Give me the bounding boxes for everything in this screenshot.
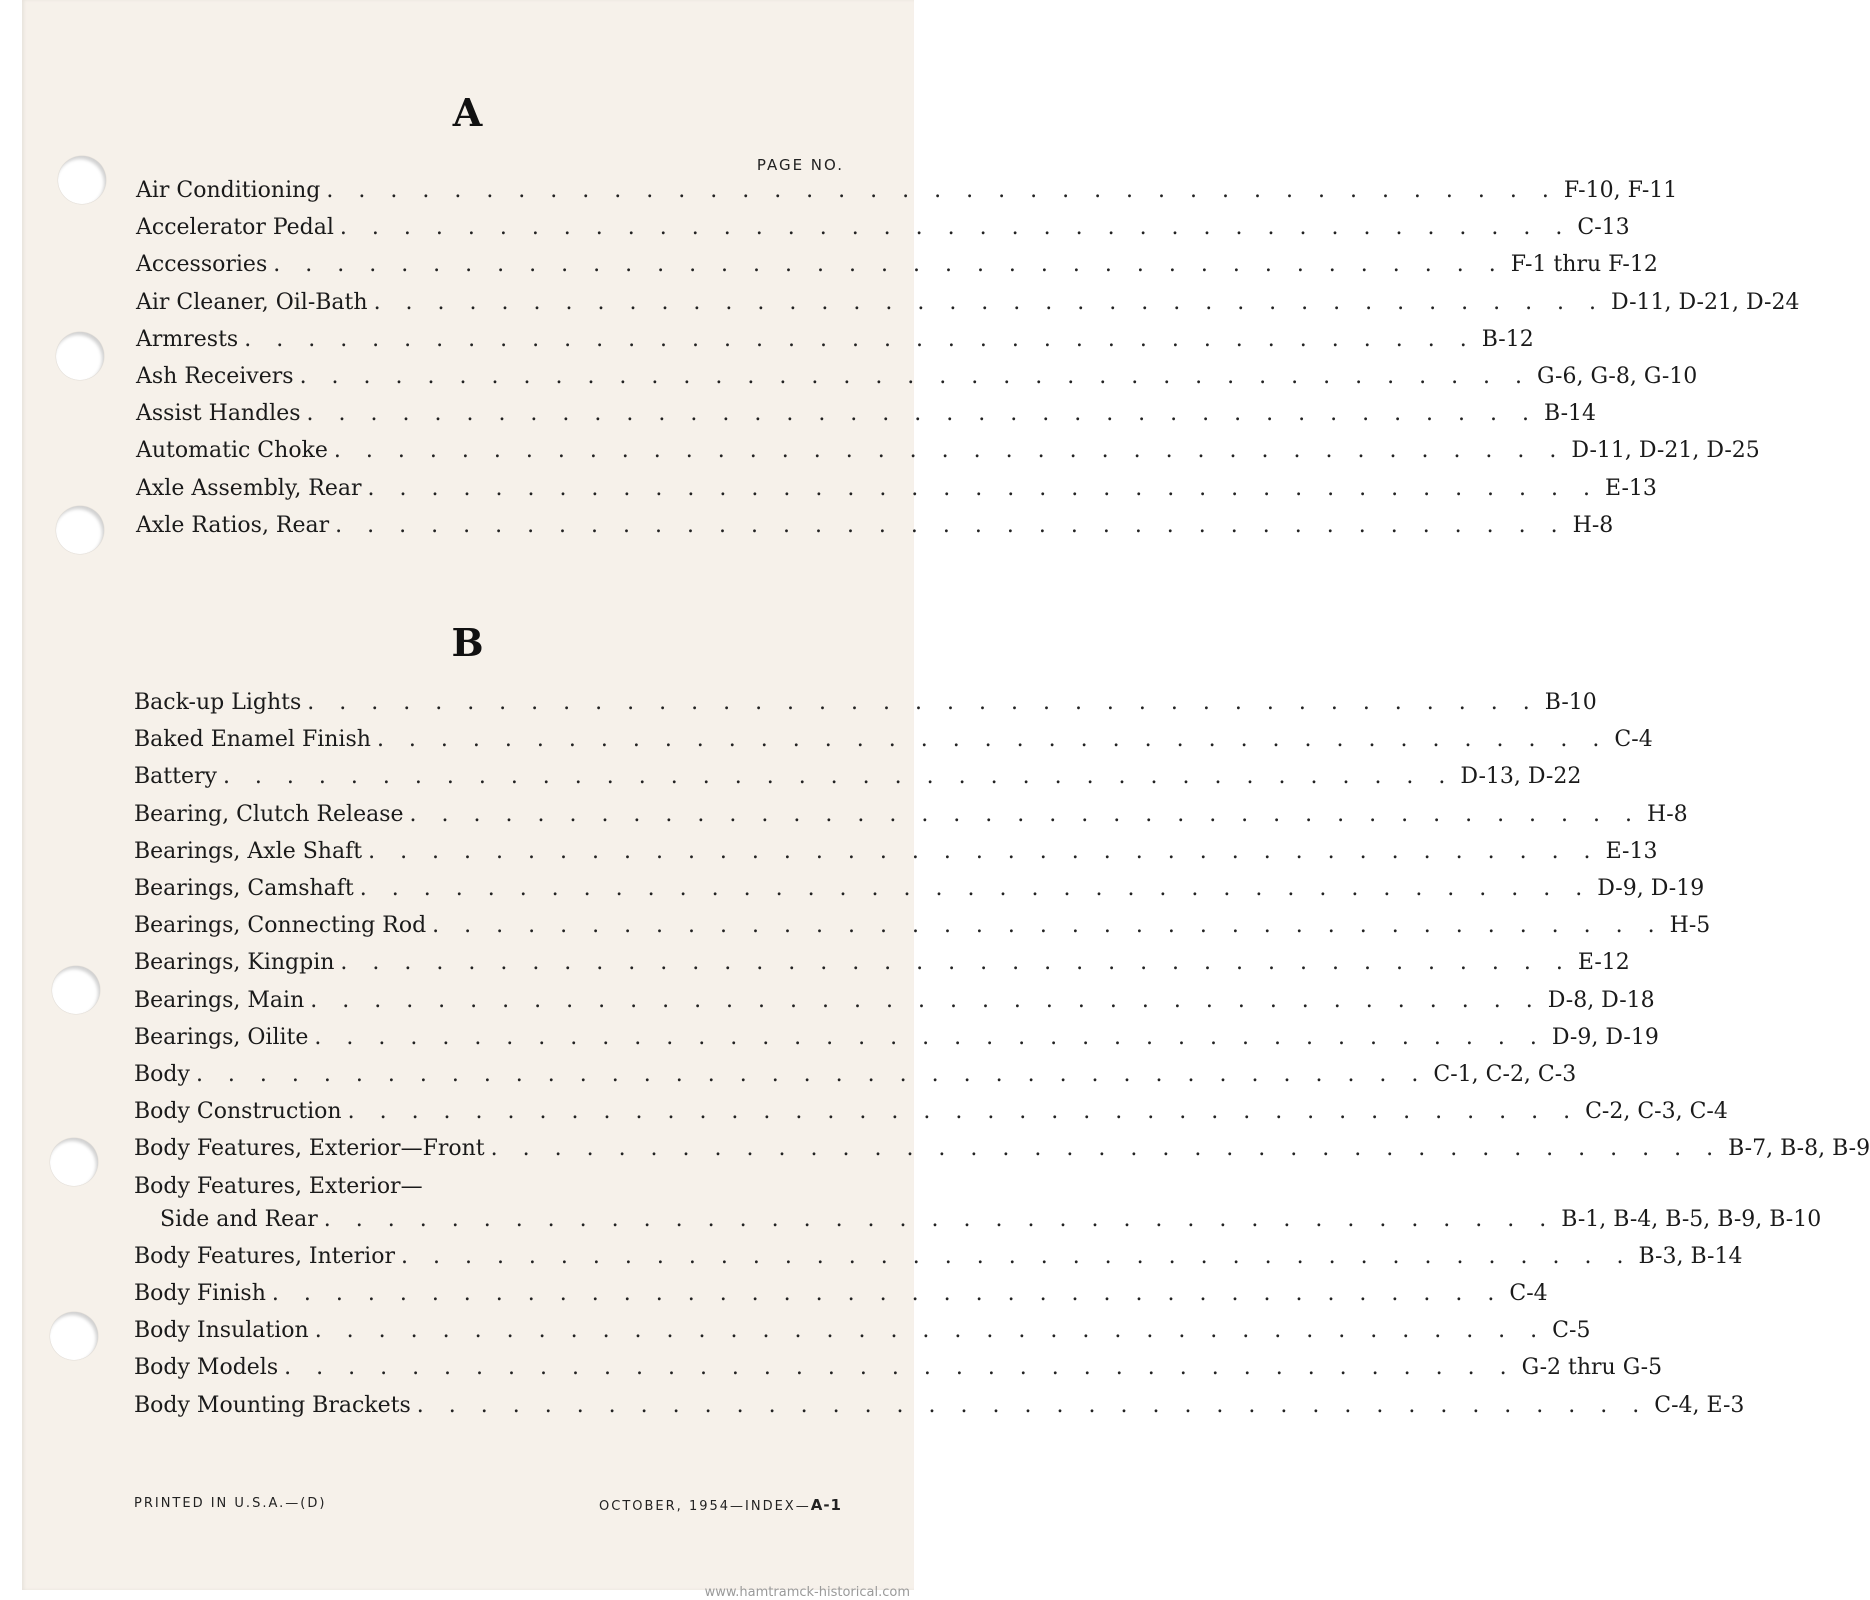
entry-label: Bearings, Axle Shaft <box>134 838 363 864</box>
entry-page-ref: D-11, D-21, D-24 <box>1611 289 1800 315</box>
index-entry <box>134 838 1658 871</box>
entry-label: Body Finish <box>134 1281 266 1306</box>
entry-label: Ash Receivers <box>136 364 294 389</box>
entry-page-ref: F-10, F-11 <box>1563 178 1678 203</box>
index-entry <box>134 876 1705 908</box>
footer-index <box>599 1496 842 1514</box>
index-page <box>22 0 1870 1590</box>
entry-label: Body Features, Exterior—Front <box>134 1136 485 1162</box>
entry-page-ref: C-2, C-3, C-4 <box>1585 1099 1728 1125</box>
section-letter-b: B <box>451 620 485 665</box>
entry-page-ref: C-1, C-2, C-3 <box>1433 1062 1577 1087</box>
dot-leader: . . . . . . . . . . . . . . . . . . . . . . . . . . . . . . . . . . . . . . . <box>323 1206 1556 1232</box>
entry-label: Body Features, Interior <box>134 1243 395 1269</box>
entry-label: Assist Handles <box>136 401 301 427</box>
entry-page-ref: H-8 <box>1647 801 1688 827</box>
dot-leader: . . . . . . . . . . . . . . . . . . . . . . . . . . . . . . . . . . . . . . . <box>299 364 1532 389</box>
dot-leader: . . . . . . . . . . . . . . . . . . . . . . . . . . . . . . . . . . . . . . . <box>359 876 1592 901</box>
section-letter-a: A <box>452 90 484 135</box>
index-entry-heading: Body Features, Exterior— <box>134 1173 423 1199</box>
index-entry <box>134 1024 1659 1057</box>
dot-leader: . . . . . . . . . . . . . . . . . . . . . . . . . . . . . . . . . . . . . . . <box>307 690 1539 715</box>
index-entry <box>136 512 1614 545</box>
footer-page-number: A-1 <box>810 1496 842 1514</box>
index-entry <box>134 1062 1577 1094</box>
binder-hole <box>56 506 104 554</box>
entry-page-ref: D-9, D-19 <box>1551 1024 1659 1050</box>
index-entry <box>136 252 1658 284</box>
index-entry <box>134 801 1688 834</box>
index-entry <box>134 913 1711 945</box>
entry-label: Armrests <box>136 326 239 352</box>
index-entry <box>134 1136 1870 1168</box>
binder-hole <box>50 1312 98 1360</box>
index-entry <box>136 178 1678 210</box>
entry-page-ref: G-6, G-8, G-10 <box>1537 364 1698 389</box>
dot-leader: . . . . . . . . . . . . . . . . . . . . . . . . . . . . . . . . . . . . . . . <box>273 252 1505 278</box>
entry-page-ref: F-1 thru F-12 <box>1510 252 1658 278</box>
entry-page-ref: D-11, D-21, D-25 <box>1571 438 1760 464</box>
footer-date: OCTOBER, 1954—INDEX— <box>599 1499 811 1514</box>
index-entry <box>136 364 1698 396</box>
entry-page-ref: D-13, D-22 <box>1460 764 1582 790</box>
entry-label: Battery <box>134 764 217 790</box>
dot-leader: . . . . . . . . . . . . . . . . . . . . . . . . . . . . . . . . . . . . . . . <box>416 1392 1649 1418</box>
entry-label: Bearings, Main <box>134 987 305 1013</box>
entry-label: Axle Ratios, Rear <box>136 512 330 538</box>
entry-label: Air Cleaner, Oil-Bath <box>136 289 368 315</box>
index-entry <box>134 727 1653 759</box>
index-entry <box>134 1243 1743 1276</box>
index-entry <box>134 987 1655 1020</box>
entry-page-ref: H-5 <box>1669 913 1711 939</box>
entry-label: Bearings, Kingpin <box>134 950 335 976</box>
dot-leader: . . . . . . . . . . . . . . . . . . . . . . . . . . . . . . . . . . . . . . . <box>376 727 1609 753</box>
dot-leader: . . . . . . . . . . . . . . . . . . . . . . . . . . . . . . . . . . . . . . . <box>195 1062 1428 1087</box>
dot-leader: . . . . . . . . . . . . . . . . . . . . . . . . . . . . . . . . . . . . . . . <box>400 1243 1633 1269</box>
entry-label: Accessories <box>136 252 268 278</box>
entry-page-ref: B-10 <box>1544 690 1597 715</box>
entry-page-ref: E-13 <box>1605 475 1657 501</box>
entry-page-ref: B-7, B-8, B-9 <box>1728 1136 1870 1162</box>
entry-page-ref: B-12 <box>1481 326 1534 352</box>
index-entry <box>134 1355 1663 1387</box>
index-entry <box>136 326 1534 359</box>
dot-leader: . . . . . . . . . . . . . . . . . . . . . . . . . . . . . . . . . . . . . . . <box>306 401 1539 427</box>
entry-page-ref: D-8, D-18 <box>1547 987 1655 1013</box>
entry-page-ref: C-13 <box>1577 215 1630 241</box>
entry-label: Automatic Choke <box>136 438 328 464</box>
index-entry <box>136 438 1760 470</box>
dot-leader: . . . . . . . . . . . . . . . . . . . . . . . . . . . . . . . . . . . . . . . <box>284 1355 1516 1381</box>
entry-label: Bearings, Connecting Rod <box>134 913 427 939</box>
entry-label: Body Models <box>134 1355 279 1381</box>
binder-hole <box>52 966 100 1014</box>
entry-page-ref: H-8 <box>1572 512 1614 538</box>
dot-leader: . . . . . . . . . . . . . . . . . . . . . . . . . . . . . . . . . . . . . . . <box>326 178 1558 203</box>
entry-label: Body Mounting Brackets <box>134 1392 411 1418</box>
dot-leader: . . . . . . . . . . . . . . . . . . . . . . . . . . . . . . . . . . . . . . . <box>335 512 1567 538</box>
entry-label: Baked Enamel Finish <box>134 727 371 753</box>
dot-leader: . . . . . . . . . . . . . . . . . . . . . . . . . . . . . . . . . . . . . . . <box>222 764 1455 790</box>
binder-hole <box>58 156 106 204</box>
index-entry <box>134 1281 1548 1313</box>
dot-leader: . . . . . . . . . . . . . . . . . . . . . . . . . . . . . . . . . . . . . . . <box>347 1099 1580 1125</box>
entry-page-ref: E-12 <box>1577 950 1630 976</box>
entry-label: Axle Assembly, Rear <box>136 475 362 501</box>
index-entry <box>134 690 1597 722</box>
dot-leader: . . . . . . . . . . . . . . . . . . . . . . . . . . . . . . . . . . . . . . . <box>310 987 1542 1013</box>
dot-leader: . . . . . . . . . . . . . . . . . . . . . . . . . . . . . . . . . . . . . . . <box>314 1318 1547 1344</box>
entry-label: Back-up Lights <box>134 690 302 715</box>
index-entry <box>134 1392 1745 1425</box>
watermark: www.hamtramck-historical.com <box>704 1585 910 1600</box>
dot-leader: . . . . . . . . . . . . . . . . . . . . . . . . . . . . . . . . . . . . . . . <box>333 438 1566 464</box>
index-entry <box>136 475 1657 508</box>
entry-page-ref: G-2 thru G-5 <box>1521 1355 1663 1381</box>
index-entry <box>134 950 1630 982</box>
binder-hole <box>50 1138 98 1186</box>
dot-leader: . . . . . . . . . . . . . . . . . . . . . . . . . . . . . . . . . . . . . . . <box>339 215 1572 241</box>
dot-leader: . . . . . . . . . . . . . . . . . . . . . . . . . . . . . . . . . . . . . . . <box>373 289 1606 315</box>
index-entry <box>160 1206 1822 1239</box>
entry-page-ref: B-14 <box>1544 401 1597 427</box>
entry-page-ref: C-4, E-3 <box>1654 1392 1745 1418</box>
entry-label: Body Construction <box>134 1099 342 1125</box>
dot-leader: . . . . . . . . . . . . . . . . . . . . . . . . . . . . . . . . . . . . . . . <box>340 950 1572 976</box>
entry-label: Accelerator Pedal <box>136 215 334 241</box>
dot-leader: . . . . . . . . . . . . . . . . . . . . . . . . . . . . . . . . . . . . . . . <box>368 838 1600 864</box>
dot-leader: . . . . . . . . . . . . . . . . . . . . . . . . . . . . . . . . . . . . . . . <box>490 1136 1723 1162</box>
index-entry <box>134 1099 1728 1131</box>
entry-label: Air Conditioning <box>136 178 321 203</box>
entry-label: Bearing, Clutch Release <box>134 801 404 827</box>
dot-leader: . . . . . . . . . . . . . . . . . . . . . . . . . . . . . . . . . . . . . . . <box>314 1024 1546 1050</box>
entry-page-ref: B-1, B-4, B-5, B-9, B-10 <box>1561 1206 1822 1232</box>
index-entry <box>136 215 1630 247</box>
entry-label: Side and Rear <box>160 1206 318 1232</box>
index-entry <box>134 1318 1591 1350</box>
page-no-heading: PAGE NO. <box>756 156 844 174</box>
dot-leader: . . . . . . . . . . . . . . . . . . . . . . . . . . . . . . . . . . . . . . . <box>367 475 1600 501</box>
dot-leader: . . . . . . . . . . . . . . . . . . . . . . . . . . . . . . . . . . . . . . . <box>432 913 1664 939</box>
index-entry <box>136 401 1597 433</box>
entry-page-ref: C-5 <box>1552 1318 1591 1344</box>
entry-label: Body Insulation <box>134 1318 309 1344</box>
index-entry <box>134 764 1582 796</box>
dot-leader: . . . . . . . . . . . . . . . . . . . . . . . . . . . . . . . . . . . . . . . <box>271 1281 1504 1306</box>
entry-page-ref: E-13 <box>1605 838 1658 864</box>
dot-leader: . . . . . . . . . . . . . . . . . . . . . . . . . . . . . . . . . . . . . . . <box>244 326 1476 352</box>
dot-leader: . . . . . . . . . . . . . . . . . . . . . . . . . . . . . . . . . . . . . . . <box>409 801 1642 827</box>
footer-printed: PRINTED IN U.S.A.—(D) <box>134 1496 327 1511</box>
binder-hole <box>56 332 104 380</box>
entry-page-ref: C-4 <box>1614 727 1653 753</box>
index-entry <box>136 289 1800 322</box>
entry-page-ref: B-3, B-14 <box>1638 1243 1743 1269</box>
entry-label: Bearings, Camshaft <box>134 876 354 901</box>
entry-page-ref: C-4 <box>1509 1281 1548 1306</box>
entry-label: Body <box>134 1062 190 1087</box>
entry-page-ref: D-9, D-19 <box>1597 876 1705 901</box>
entry-label: Bearings, Oilite <box>134 1024 309 1050</box>
